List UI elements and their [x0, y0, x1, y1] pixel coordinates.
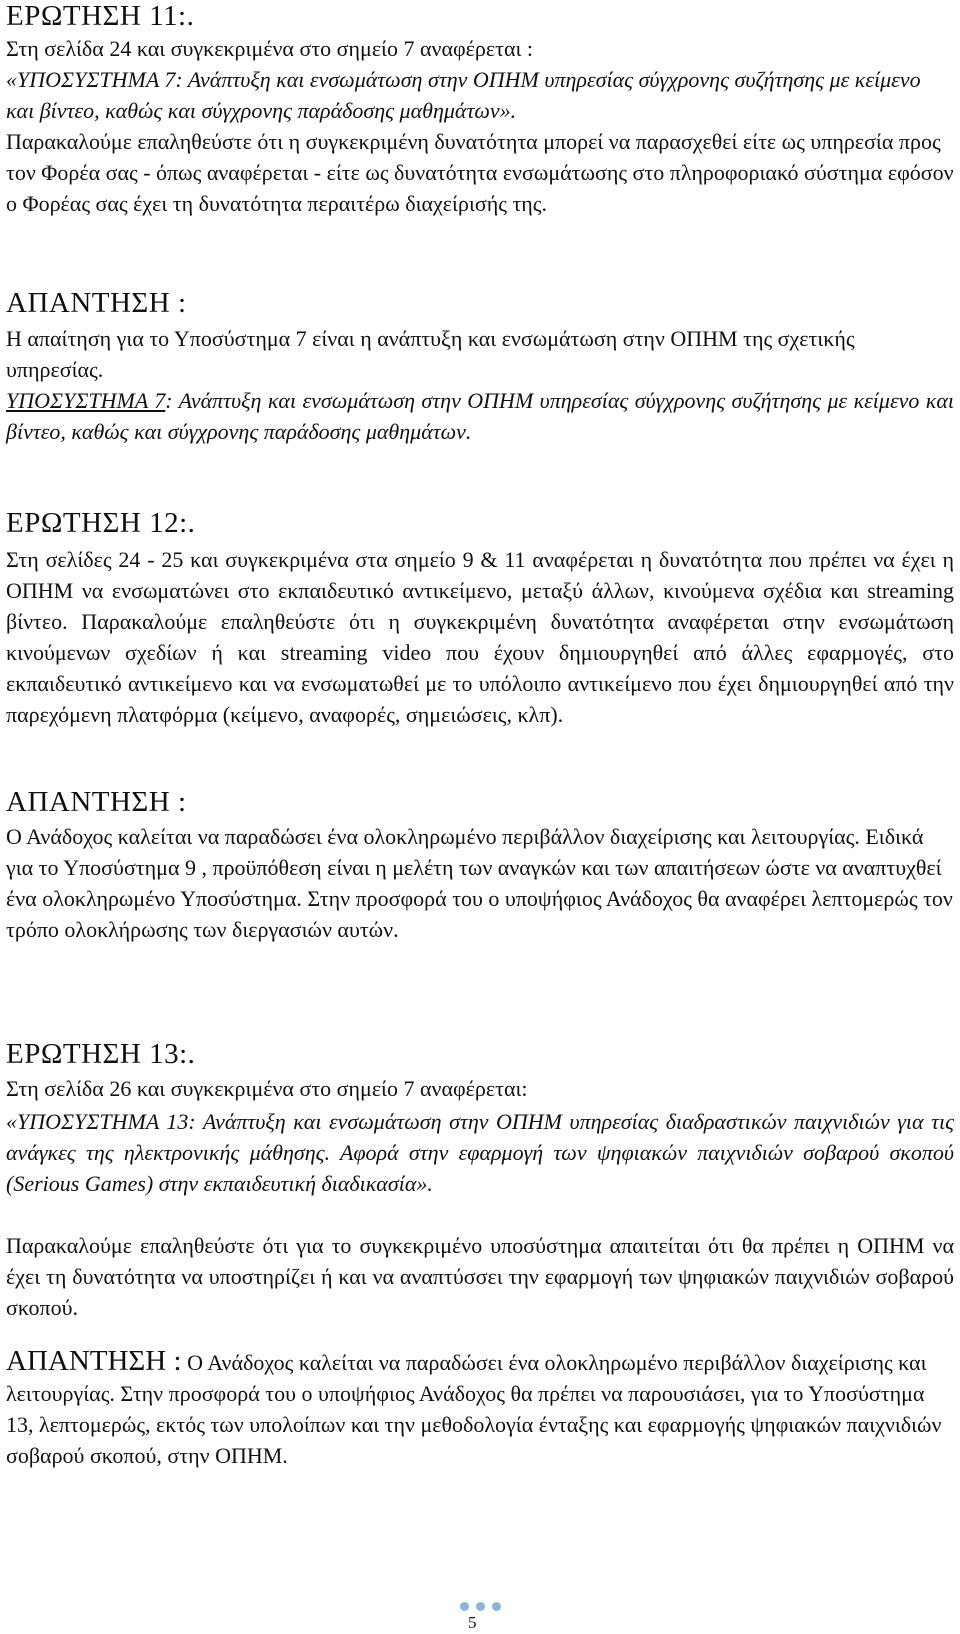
answer-13-title: ΑΠΑΝΤΗΣΗ :	[6, 1345, 182, 1377]
question-11-title: ΕΡΩΤΗΣΗ 11:.	[6, 0, 195, 32]
answer-13-text: Ο Ανάδοχος καλείται να παραδώσει ένα ολοκληρωμένο περιβάλλον διαχείρισης και λειτουργίας. Στην προσφορά του ο υποψήφιος Ανάδοχος θα πρέπει να παρουσιάσει, για το Υποσύστημα 13, λεπτομερώς, εκτός των υπολοίπων και την μεθοδολογία ένταξης και εφαρμογής ψηφιακών παιχνιδιών σοβαρού σκοπού, στην ΟΠΗΜ.	[6, 1350, 942, 1468]
question-13-request: Παρακαλούμε επαληθεύστε ότι για το συγκεκριμένο υποσύστημα απαιτείται ότι θα πρέπει η ΟΠΗΜ να έχει τη δυνατότητα να υποστηρίζει ή και να αναπτύσσει την εφαρμογή των ψηφιακών παιχνιδιών σοβαρού σκοπού.	[6, 1233, 954, 1320]
question-12-body: Στη σελίδες 24 - 25 και συγκεκριμένα στα σημείο 9 & 11 αναφέρεται η δυνατότητα που πρέπει να έχει η ΟΠΗΜ να ενσωματώνει στο εκπαιδευτικό αντικείμενο, μεταξύ άλλων, κινούμενα σχέδια και streaming βίντεο. Παρακαλούμε επαληθεύστε ότι η συγκεκριμένη δυνατότητα αναφέρεται στην ενσωμάτωση κινούμενων σχεδίων ή και streaming video που έχουν δημιουργηθεί από άλλες εφαρμογές, στο εκπαιδευτικό αντικείμενο και να ενσωματωθεί με το υπόλοιπο αντικείμενο που έχει δημιουργηθεί από την παρεχόμενη πλατφόρμα (κείμενο, αναφορές, σημειώσεις, κλπ).	[6, 547, 954, 727]
question-13-title: ΕΡΩΤΗΣΗ 13:.	[6, 1038, 196, 1070]
page-number: 5	[468, 1613, 477, 1632]
answer-11-text: Η απαίτηση για το Υποσύστημα 7 είναι η ανάπτυξη και ενσωμάτωση στην ΟΠΗΜ της σχετικής υπηρεσίας.	[6, 326, 855, 382]
answer-11-title: ΑΠΑΝΤΗΣΗ :	[6, 287, 187, 319]
answer-11-reference-text: : Ανάπτυξη και ενσωμάτωση στην ΟΠΗΜ υπηρεσίας σύγχρονης συζήτησης με κείμενο και βίντεο, καθώς και σύγχρονης παράδοσης μαθημάτων.	[6, 388, 954, 444]
question-11-request: Παρακαλούμε επαληθεύστε ότι η συγκεκριμένη δυνατότητα μπορεί να παρασχεθεί είτε ως υπηρεσία προς τον Φορέα σας - όπως αναφέρεται - είτε ως δυνατότητα ενσωμάτωσης στο πληροφοριακό σύστημα εφόσον ο Φορέας σας έχει τη δυνατότητα περαιτέρω διαχείρισής της.	[6, 129, 954, 216]
footer-dot	[476, 1602, 485, 1611]
answer-12-text: Ο Ανάδοχος καλείται να παραδώσει ένα ολοκληρωμένο περιβάλλον διαχείρισης και λειτουργίας. Ειδικά για το Υποσύστημα 9 , προϋπόθεση είναι η μελέτη των αναγκών και των απαιτήσεων ώστε να αναπτυχθεί ένα ολοκληρωμένο Υποσύστημα. Στην προσφορά του ο υποψήφιος Ανάδοχος θα αναφέρει λεπτομερώς τον τρόπο ολοκλήρωσης των διεργασιών αυτών.	[6, 824, 953, 942]
answer-13-block	[6, 1346, 954, 1471]
question-12-title: ΕΡΩΤΗΣΗ 12:.	[6, 507, 196, 539]
answer-12-title: ΑΠΑΝΤΗΣΗ :	[6, 786, 187, 818]
answer-11-reference	[6, 385, 954, 447]
question-11-intro: Στη σελίδα 24 και συγκεκριμένα στο σημείο 7 αναφέρεται :	[6, 36, 534, 61]
question-11-quote: «ΥΠΟΣΥΣΤΗΜΑ 7: Ανάπτυξη και ενσωμάτωση στην ΟΠΗΜ υπηρεσίας σύγχρονης συζήτησης με κείμενο και βίντεο, καθώς και σύγχρονης παράδοσης μαθημάτων».	[6, 67, 921, 123]
footer-dot	[460, 1602, 469, 1611]
question-13-quote: «ΥΠΟΣΥΣΤΗΜΑ 13: Ανάπτυξη και ενσωμάτωση στην ΟΠΗΜ υπηρεσίας διαδραστικών παιχνιδιών για τις ανάγκες της ηλεκτρονικής μάθησης. Αφορά στην εφαρμογή των ψηφιακών παιχνιδιών σοβαρού σκοπού (Serious Games) στην εκπαιδευτική διαδικασία».	[6, 1109, 954, 1196]
footer-dot	[492, 1602, 501, 1611]
question-13-intro: Στη σελίδα 26 και συγκεκριμένα στο σημείο 7 αναφέρεται:	[6, 1076, 528, 1101]
answer-11-reference-label: ΥΠΟΣΥΣΤΗΜΑ 7	[6, 388, 166, 413]
